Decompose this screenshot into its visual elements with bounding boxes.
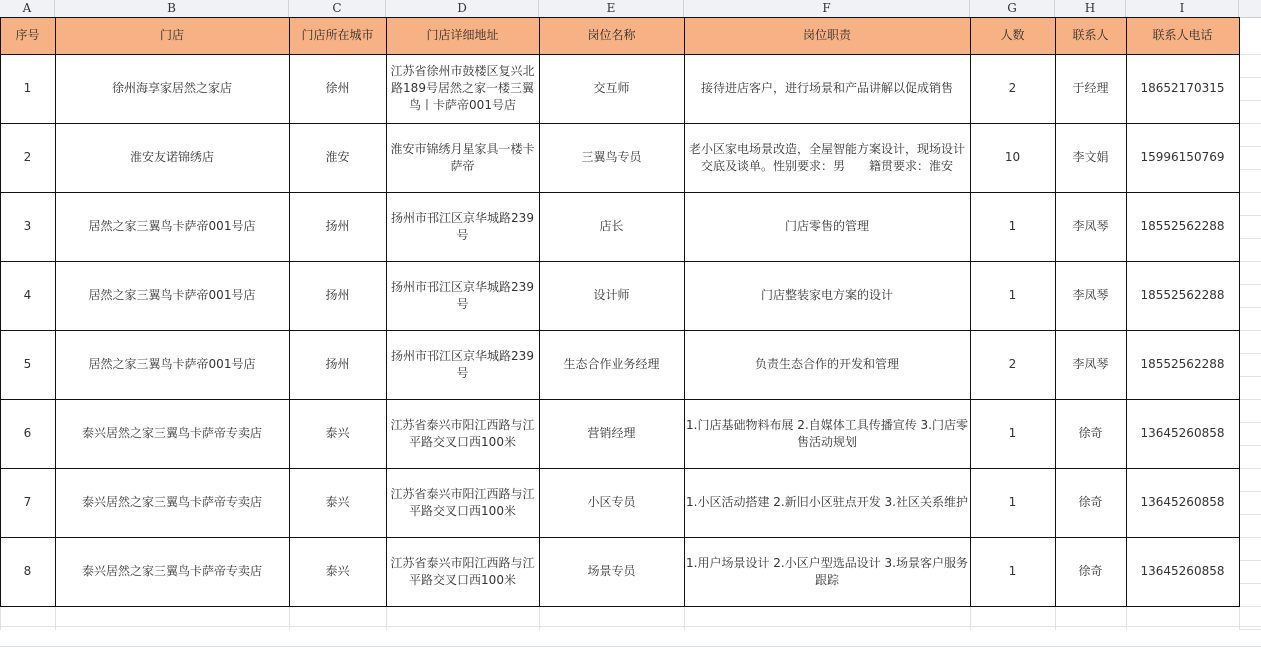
table-cell-duty[interactable]: 负责生态合作的开发和管理 bbox=[754, 357, 899, 371]
table-cell-contact[interactable]: 徐奇 bbox=[1078, 495, 1103, 509]
table-cell-phone[interactable]: 15996150769 bbox=[1140, 150, 1225, 164]
table-cell-count[interactable]: 1 bbox=[1008, 288, 1017, 302]
gridline bbox=[1126, 606, 1127, 630]
gridline bbox=[1240, 606, 1261, 607]
gridline bbox=[1240, 146, 1261, 147]
gridline bbox=[1240, 514, 1261, 515]
column-header-e[interactable]: E bbox=[539, 0, 684, 17]
table-border bbox=[539, 17, 540, 606]
table-cell-contact[interactable]: 李凤琴 bbox=[1072, 288, 1109, 302]
table-cell-store[interactable]: 居然之家三翼鸟卡萨帝001号店 bbox=[88, 357, 256, 371]
gridline bbox=[1240, 169, 1261, 170]
gridline bbox=[55, 606, 56, 630]
column-header-h[interactable]: H bbox=[1055, 0, 1126, 17]
gridline bbox=[1055, 606, 1056, 630]
header-cell-position[interactable]: 岗位名称 bbox=[539, 17, 684, 54]
column-header-f[interactable]: F bbox=[684, 0, 970, 17]
table-border bbox=[386, 17, 387, 606]
table-cell-position[interactable]: 设计师 bbox=[593, 288, 630, 302]
table-cell-position[interactable]: 三翼鸟专员 bbox=[581, 150, 642, 164]
table-cell-phone[interactable]: 13645260858 bbox=[1140, 564, 1225, 578]
gridline bbox=[1240, 330, 1261, 331]
table-cell-phone[interactable]: 13645260858 bbox=[1140, 495, 1225, 509]
table-cell-city[interactable]: 淮安 bbox=[325, 150, 350, 164]
table-cell-address[interactable]: 扬州市邗江区京华城路239号 bbox=[391, 279, 534, 311]
table-cell-contact[interactable]: 李凤琴 bbox=[1072, 219, 1109, 233]
table-cell-count[interactable]: 1 bbox=[1008, 219, 1017, 233]
table-border bbox=[0, 192, 1240, 193]
table-cell-store[interactable]: 泰兴居然之家三翼鸟卡萨帝专卖店 bbox=[81, 495, 262, 509]
gridline bbox=[684, 606, 685, 630]
table-cell-seq[interactable]: 3 bbox=[23, 219, 32, 233]
gridline bbox=[1240, 192, 1261, 193]
table-cell-contact[interactable]: 于经理 bbox=[1072, 81, 1109, 95]
gridline bbox=[1240, 583, 1261, 584]
gridline bbox=[539, 606, 540, 630]
table-cell-count[interactable]: 1 bbox=[1008, 564, 1017, 578]
header-cell-phone[interactable]: 联系人电话 bbox=[1126, 17, 1239, 54]
gridline bbox=[970, 606, 971, 630]
gridline bbox=[1240, 261, 1261, 262]
table-cell-address[interactable]: 江苏省泰兴市阳江西路与江平路交叉口西100米 bbox=[390, 417, 535, 449]
gridline bbox=[1240, 100, 1261, 101]
table-cell-city[interactable]: 扬州 bbox=[325, 219, 350, 233]
header-cell-store[interactable]: 门店 bbox=[55, 17, 289, 54]
table-cell-seq[interactable]: 2 bbox=[23, 150, 32, 164]
gridline bbox=[1240, 422, 1261, 423]
table-border bbox=[970, 17, 971, 606]
header-cell-address[interactable]: 门店详细地址 bbox=[386, 17, 539, 54]
table-cell-contact[interactable]: 徐奇 bbox=[1078, 564, 1103, 578]
table-cell-count[interactable]: 1 bbox=[1008, 426, 1017, 440]
table-cell-address[interactable]: 扬州市邗江区京华城路239号 bbox=[391, 348, 534, 380]
table-cell-phone[interactable]: 13645260858 bbox=[1140, 426, 1225, 440]
column-header-g[interactable]: G bbox=[970, 0, 1055, 17]
column-header-d[interactable]: D bbox=[386, 0, 539, 17]
table-cell-address[interactable]: 扬州市邗江区京华城路239号 bbox=[391, 210, 534, 242]
table-cell-duty[interactable]: 门店零售的管理 bbox=[784, 219, 869, 233]
table-cell-address[interactable]: 淮安市锦绣月星家具一楼卡萨帝 bbox=[390, 141, 535, 173]
table-cell-position[interactable]: 生态合作业务经理 bbox=[563, 357, 660, 371]
header-cell-seq[interactable]: 序号 bbox=[0, 17, 55, 54]
gridline bbox=[1240, 468, 1261, 469]
table-border bbox=[0, 17, 1, 606]
table-cell-phone[interactable]: 18652170315 bbox=[1140, 81, 1225, 95]
table-border bbox=[1239, 17, 1240, 606]
table-border bbox=[0, 123, 1240, 124]
table-border bbox=[289, 17, 290, 606]
table-cell-count[interactable]: 2 bbox=[1008, 81, 1017, 95]
gridline bbox=[1240, 560, 1261, 561]
table-border bbox=[0, 537, 1240, 538]
gridline bbox=[1240, 399, 1261, 400]
table-cell-phone[interactable]: 18552562288 bbox=[1140, 219, 1225, 233]
table-cell-seq[interactable]: 1 bbox=[23, 81, 32, 95]
table-cell-position[interactable]: 小区专员 bbox=[587, 495, 636, 509]
column-header-c[interactable]: C bbox=[289, 0, 386, 17]
table-cell-phone[interactable]: 18552562288 bbox=[1140, 288, 1225, 302]
table-cell-duty[interactable]: 门店整装家电方案的设计 bbox=[760, 288, 893, 302]
gridline bbox=[289, 606, 290, 630]
table-cell-seq[interactable]: 5 bbox=[23, 357, 32, 371]
table-border bbox=[0, 261, 1240, 262]
gridline bbox=[1240, 353, 1261, 354]
header-cell-contact[interactable]: 联系人 bbox=[1055, 17, 1126, 54]
table-cell-duty[interactable]: 1.门店基础物料布展 2.自媒体工具传播宣传 3.门店零售活动规划 bbox=[686, 417, 968, 449]
table-cell-city[interactable]: 徐州 bbox=[325, 81, 350, 95]
gridline bbox=[1240, 123, 1261, 124]
table-cell-seq[interactable]: 4 bbox=[23, 288, 32, 302]
table-border bbox=[0, 330, 1240, 331]
gridline bbox=[0, 606, 1, 630]
table-cell-count[interactable]: 10 bbox=[1004, 150, 1021, 164]
gridline bbox=[1239, 606, 1240, 630]
header-cell-count[interactable]: 人数 bbox=[970, 17, 1055, 54]
gridline bbox=[1240, 54, 1261, 55]
table-border bbox=[1055, 17, 1056, 606]
table-cell-duty[interactable]: 接待进店客户，进行场景和产品讲解以促成销售 bbox=[700, 81, 953, 95]
table-cell-city[interactable]: 扬州 bbox=[325, 357, 350, 371]
gridline bbox=[1240, 537, 1261, 538]
gridline bbox=[1240, 491, 1261, 492]
table-cell-position[interactable]: 店长 bbox=[599, 219, 624, 233]
table-border bbox=[55, 17, 56, 606]
table-cell-store[interactable]: 淮安友诺锦绣店 bbox=[129, 150, 214, 164]
gridline bbox=[1240, 238, 1261, 239]
gridline bbox=[0, 626, 1261, 627]
column-header-empty[interactable] bbox=[1239, 0, 1261, 17]
table-cell-duty[interactable]: 老小区家电场景改造，全屋智能方案设计，现场设计交底及谈单。性别要求：男 籍贯要求：淮安 bbox=[688, 141, 965, 173]
table-cell-contact[interactable]: 李文娟 bbox=[1072, 150, 1109, 164]
table-cell-address[interactable]: 江苏省泰兴市阳江西路与江平路交叉口西100米 bbox=[390, 555, 535, 587]
table-cell-store[interactable]: 居然之家三翼鸟卡萨帝001号店 bbox=[88, 288, 256, 302]
table-cell-city[interactable]: 泰兴 bbox=[325, 495, 350, 509]
gridline bbox=[386, 606, 387, 630]
table-cell-count[interactable]: 1 bbox=[1008, 495, 1017, 509]
table-border bbox=[684, 17, 685, 606]
table-cell-position[interactable]: 场景专员 bbox=[587, 564, 636, 578]
header-cell-duty[interactable]: 岗位职责 bbox=[684, 17, 970, 54]
table-border bbox=[0, 468, 1240, 469]
table-cell-city[interactable]: 泰兴 bbox=[325, 564, 350, 578]
table-cell-duty[interactable]: 1.用户场景设计 2.小区户型选品设计 3.场景客户服务跟踪 bbox=[686, 555, 968, 587]
table-cell-position[interactable]: 交互师 bbox=[593, 81, 630, 95]
table-cell-store[interactable]: 居然之家三翼鸟卡萨帝001号店 bbox=[88, 219, 256, 233]
gridline bbox=[1240, 445, 1261, 446]
table-cell-contact[interactable]: 李凤琴 bbox=[1072, 357, 1109, 371]
table-border bbox=[0, 399, 1240, 400]
table-border bbox=[0, 54, 1240, 55]
table-border bbox=[0, 17, 1240, 18]
table-cell-seq[interactable]: 8 bbox=[23, 564, 32, 578]
table-cell-address[interactable]: 江苏省泰兴市阳江西路与江平路交叉口西100米 bbox=[390, 486, 535, 518]
table-cell-store[interactable]: 泰兴居然之家三翼鸟卡萨帝专卖店 bbox=[81, 564, 262, 578]
column-header-b[interactable]: B bbox=[55, 0, 289, 17]
table-cell-seq[interactable]: 6 bbox=[23, 426, 32, 440]
table-cell-city[interactable]: 泰兴 bbox=[325, 426, 350, 440]
gridline bbox=[1240, 284, 1261, 285]
table-cell-count[interactable]: 2 bbox=[1008, 357, 1017, 371]
gridline bbox=[1240, 376, 1261, 377]
table-cell-store[interactable]: 徐州海享家居然之家店 bbox=[111, 81, 232, 95]
gridline bbox=[1240, 77, 1261, 78]
table-cell-position[interactable]: 营销经理 bbox=[587, 426, 636, 440]
table-cell-city[interactable]: 扬州 bbox=[325, 288, 350, 302]
column-header-i[interactable]: I bbox=[1126, 0, 1239, 17]
column-header-a[interactable]: A bbox=[0, 0, 55, 17]
table-cell-seq[interactable]: 7 bbox=[23, 495, 32, 509]
table-cell-duty[interactable]: 1.小区活动搭建 2.新旧小区驻点开发 3.社区关系维护 bbox=[686, 495, 968, 509]
table-border bbox=[1126, 17, 1127, 606]
header-cell-city[interactable]: 门店所在城市 bbox=[289, 17, 386, 54]
column-letter-bar bbox=[0, 0, 1261, 18]
table-border bbox=[0, 606, 1240, 607]
gridline bbox=[1240, 215, 1261, 216]
table-cell-phone[interactable]: 18552562288 bbox=[1140, 357, 1225, 371]
gridline bbox=[1240, 307, 1261, 308]
table-cell-address[interactable]: 江苏省徐州市鼓楼区复兴北路189号居然之家一楼三翼鸟丨卡萨帝001号店 bbox=[390, 64, 535, 112]
table-cell-contact[interactable]: 徐奇 bbox=[1078, 426, 1103, 440]
table-cell-store[interactable]: 泰兴居然之家三翼鸟卡萨帝专卖店 bbox=[81, 426, 262, 440]
